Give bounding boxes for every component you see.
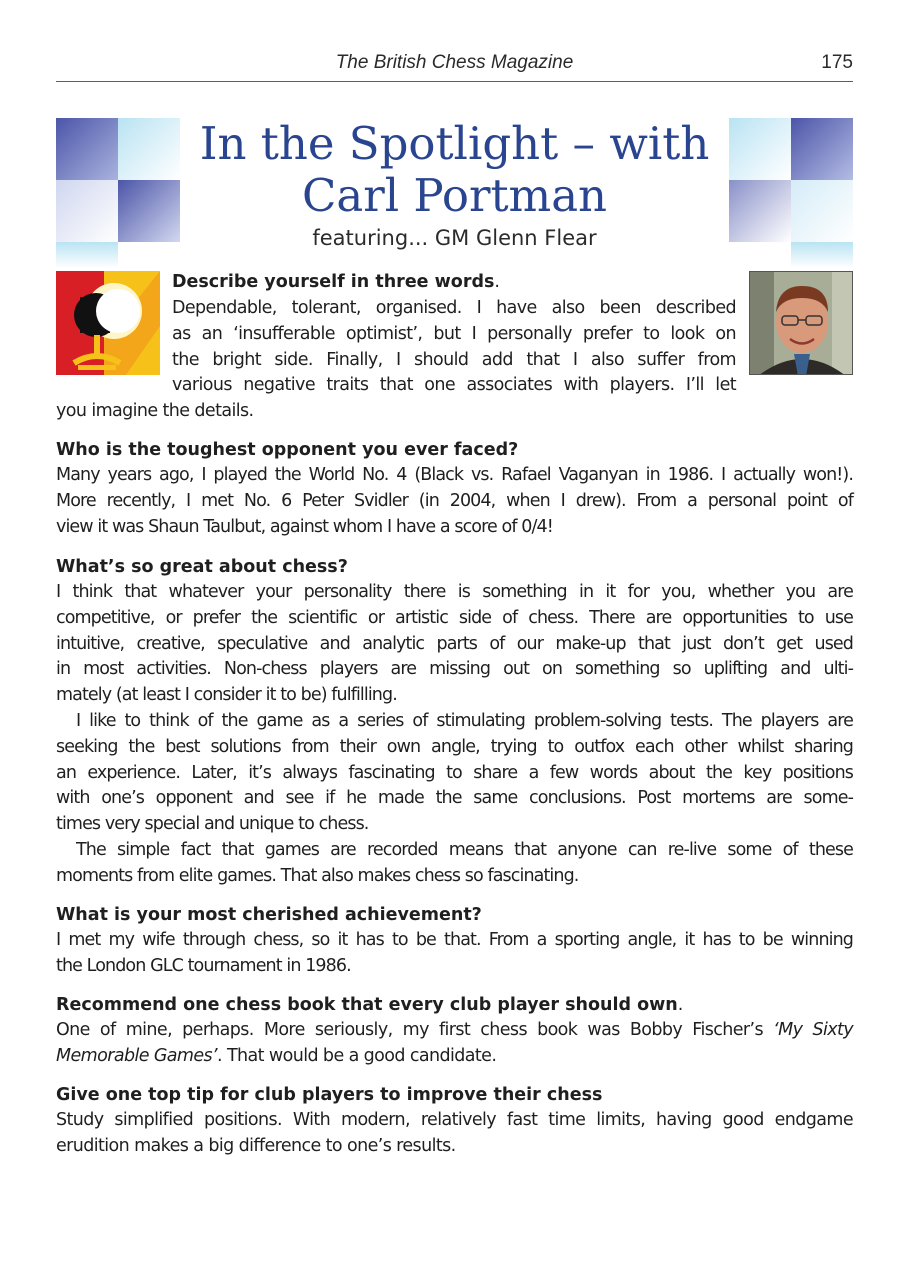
question-top-tip: Give one top tip for club players to improve their chess bbox=[56, 1085, 603, 1105]
answer-top-tip bbox=[56, 1108, 853, 1160]
page-number: 175 bbox=[821, 52, 853, 73]
answer-toughest-opponent bbox=[56, 463, 853, 540]
spotlight-logo-icon bbox=[56, 271, 160, 375]
answer-line: as an ‘insufferable optimist’, but I personally prefer to look on bbox=[172, 323, 736, 344]
answer-recommend-book bbox=[56, 1018, 853, 1070]
answer-cherished-achievement bbox=[56, 928, 853, 980]
answer-line: view it was Shaun Taulbut, against whom I have a score of 0/4! bbox=[56, 516, 553, 537]
answer-line: erudition makes a big difference to one’s results. bbox=[56, 1135, 456, 1156]
title-line-2: Carl Portman bbox=[301, 169, 608, 222]
running-header bbox=[56, 50, 853, 82]
answer-line: times very special and unique to chess. bbox=[56, 814, 369, 835]
question-describe-yourself bbox=[172, 270, 742, 296]
answer-line: the bright side. Finally, I should add that I also suffer from bbox=[172, 349, 736, 370]
question-punct: . bbox=[677, 995, 684, 1015]
question-punct: . bbox=[494, 272, 500, 292]
answer-line: with one’s opponent and see if he made the same conclusions. Post mortems are some- bbox=[56, 788, 853, 809]
answer-line: intuitive, creative, speculative and analytic parts of our make-up that just don’t get used bbox=[56, 633, 853, 654]
answer-line: competitive, or prefer the scientific or artistic side of chess. There are opportunities to use bbox=[56, 607, 853, 628]
answer-line: moments from elite games. That also makes chess so fascinating. bbox=[56, 865, 579, 886]
question-cherished-achievement: What is your most cherished achievement? bbox=[56, 905, 482, 925]
page-title bbox=[56, 118, 853, 222]
answer-line: mately (at least I consider it to be) fulfilling. bbox=[56, 685, 397, 706]
book-title: ‘My Sixty bbox=[773, 1020, 853, 1040]
answer-line: Many years ago, I played the World No. 4 (Black vs. Rafael Vaganyan in 1986. I actually won!). bbox=[56, 465, 853, 485]
title-banner bbox=[56, 118, 853, 268]
answer-line: various negative traits that one associates with players. I’ll let bbox=[172, 375, 736, 396]
answer-great-about-chess bbox=[56, 580, 853, 890]
answer-line bbox=[56, 1018, 853, 1044]
question-text: Recommend one chess book that every club player should own bbox=[56, 995, 678, 1015]
answer-line: The simple fact that games are recorded means that anyone can re-live some of these bbox=[76, 839, 853, 860]
answer-text: One of mine, perhaps. More seriously, my first chess book was Bobby Fischer’s bbox=[56, 1020, 774, 1040]
answer-text: . That would be a good candidate. bbox=[217, 1045, 497, 1066]
answer-line: I like to think of the game as a series of stimulating problem-solving tests. The players are bbox=[76, 710, 853, 731]
book-title: Memorable Games’ bbox=[56, 1045, 218, 1066]
question-text: Describe yourself in three words bbox=[172, 272, 495, 292]
answer-line: the London GLC tournament in 1986. bbox=[56, 955, 351, 976]
answer-line bbox=[56, 1044, 853, 1070]
title-line-1: In the Spotlight – with bbox=[199, 117, 710, 170]
question-recommend-book bbox=[56, 993, 853, 1019]
answer-line: an experience. Later, it’s always fascinating to share a few words about the key positions bbox=[56, 762, 853, 783]
question-great-about-chess: What’s so great about chess? bbox=[56, 557, 348, 577]
answer-line: seeking the best solutions from their own angle, trying to outfox each other whilst sharing bbox=[56, 736, 853, 757]
answer-line: Dependable, tolerant, organised. I have also been described bbox=[172, 298, 736, 318]
answer-line: More recently, I met No. 6 Peter Svidler (in 2004, when I drew). From a personal point of bbox=[56, 490, 853, 511]
subtitle: featuring... GM Glenn Flear bbox=[312, 226, 597, 250]
question-toughest-opponent: Who is the toughest opponent you ever faced? bbox=[56, 440, 519, 460]
answer-line: I met my wife through chess, so it has to be that. From a sporting angle, it has to be winning bbox=[56, 930, 853, 950]
answer-describe-yourself-end: you imagine the details. bbox=[56, 401, 254, 421]
answer-line: in most activities. Non-chess players are missing out on something so uplifting and ulti- bbox=[56, 659, 853, 680]
answer-describe-yourself bbox=[172, 296, 736, 399]
answer-line: I think that whatever your personality there is something in it for you, whether you are bbox=[56, 582, 853, 602]
answer-line: Study simplified positions. With modern, relatively fast time limits, having good endgame bbox=[56, 1110, 853, 1130]
magazine-title: The British Chess Magazine bbox=[335, 52, 574, 73]
portrait-photo bbox=[749, 271, 853, 375]
